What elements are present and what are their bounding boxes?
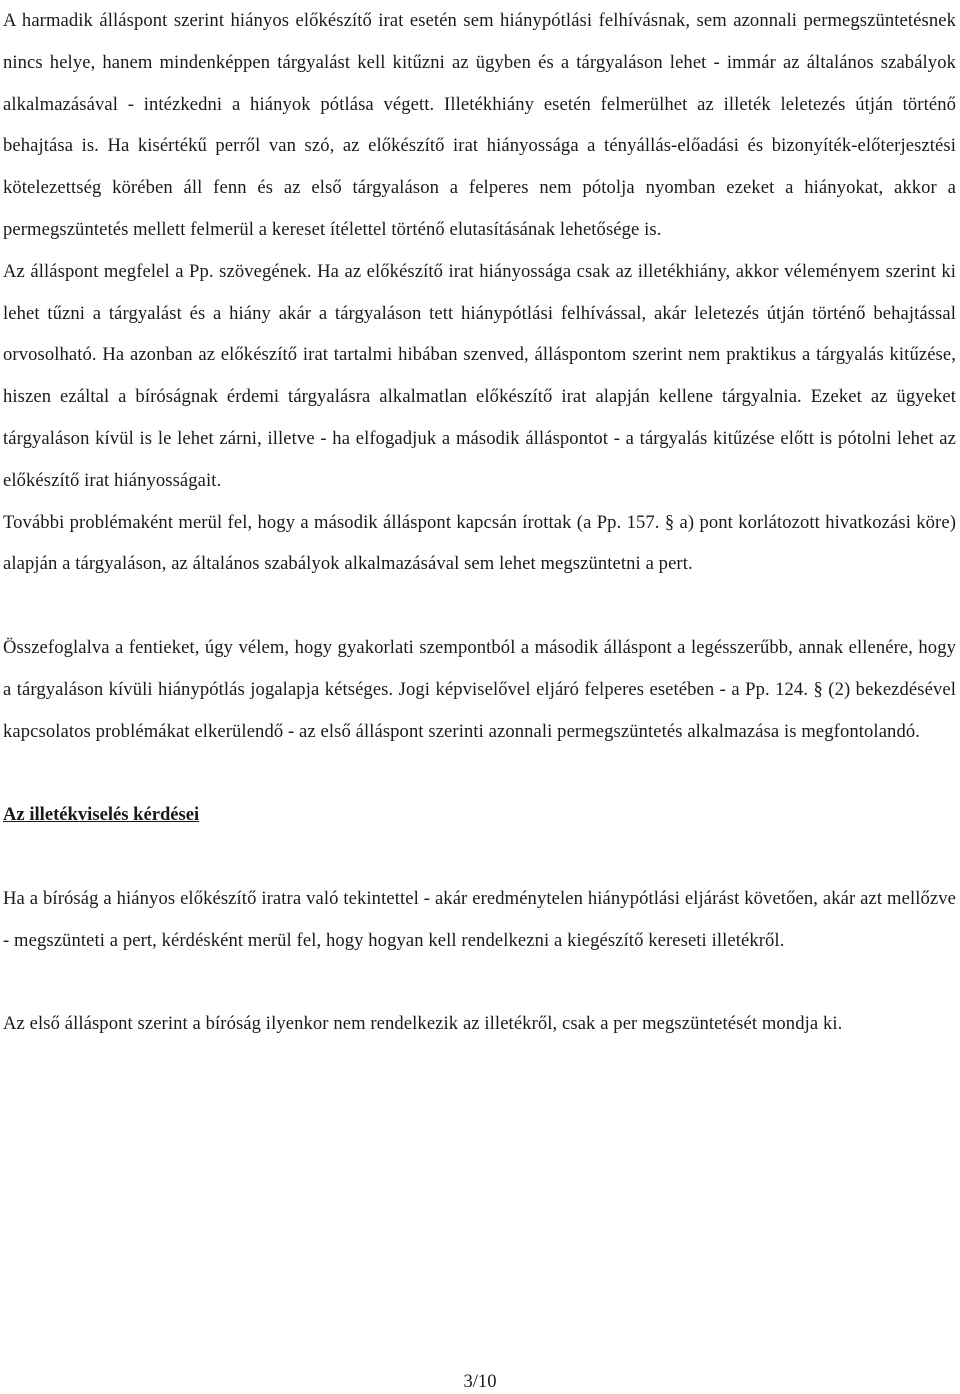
section-heading: Az illetékviselés kérdései bbox=[3, 804, 200, 826]
paragraph-summary: Összefoglalva a fentieket, úgy vélem, hogy gyakorlati szempontból a második álláspont a legésszerűbb, annak ellenére, hogy a tárgyaláson kívüli hiánypótlás jogalapja kétséges. Jogi képviselővel eljáró felperes esetében - a Pp. 124. § (2) bekezdésével kapcsolatos problémákat elkerülendő - az első álláspont szerinti azonnali permegszüntetés alkalmazása is megfontolandó. bbox=[3, 636, 956, 742]
paragraph-first-position: Az első álláspont szerint a bíróság ilyenkor nem rendelkezik az illetékről, csak a per megszüntetését mondja ki. bbox=[3, 1013, 843, 1035]
paragraph-further-problem: További problémaként merül fel, hogy a második álláspont kapcsán írottak (a Pp. 157. § a) pont korlátozott hivatkozási köre) alapján a tárgyaláson, az általános szabályok alkalmazásával sem lehet megszüntetni a pert. bbox=[3, 511, 956, 575]
paragraph-position-assessment: Az álláspont megfelel a Pp. szövegének. Ha az előkészítő irat hiányossága csak az illetékhiány, akkor véleményem szerint ki lehet tűzni a tárgyalást és a hiány akár a tárgyaláson tett hiánypótlási felhívással, akár leletezés útján történő behajtással orvosolható. Ha azonban az előkészítő irat tartalmi hibában szenved, álláspontom szerint nem praktikus a tárgyalás kitűzése, hiszen ezáltal a bíróságnak érdemi tárgyalásra alkalmatlan előkészítő irat alapján kellene tárgyalnia. Ezeket az ügyeket tárgyaláson kívül is le lehet zárni, illetve - ha elfogadjuk a második álláspontot - a tárgyalás kitűzése előtt is pótolni lehet az előkészítő irat hiányosságait. bbox=[3, 260, 956, 491]
blank-line bbox=[3, 961, 956, 1003]
document-page bbox=[3, 0, 956, 1045]
paragraph-third-position: A harmadik álláspont szerint hiányos előkészítő irat esetén sem hiánypótlási felhívásnak, sem azonnali permegszüntetésnek nincs helye, hanem mindenképpen tárgyalást kell kitűzni az ügyben és a tárgyaláson lehet - immár az általános szabályok alkalmazásával - intézkedni a hiányok pótlása végett. Illetékhiány esetén felmerülhet az illeték leletezés útján történő behajtása is. Ha kisértékű perről van szó, az előkészítő irat hiányossága a tényállás-előadási és bizonyíték-előterjesztési kötelezettség körében áll fenn és az első tárgyaláson a felperes nem pótolja nyomban ezeket a hiányokat, akkor a permegszüntetés mellett felmerül a kereset ítélettel történő elutasításának lehetősége is. bbox=[3, 10, 956, 240]
paragraph-fee-question: Ha a bíróság a hiányos előkészítő iratra való tekintettel - akár eredménytelen hiánypótlási eljárást követően, akár azt mellőzve - megszünteti a pert, kérdésként merül fel, hogy hogyan kell rendelkezni a kiegészítő kereseti illetékről. bbox=[3, 887, 956, 951]
blank-line bbox=[3, 585, 956, 627]
page-number: 3/10 bbox=[463, 1371, 497, 1392]
blank-line bbox=[3, 836, 956, 878]
blank-line bbox=[3, 752, 956, 794]
